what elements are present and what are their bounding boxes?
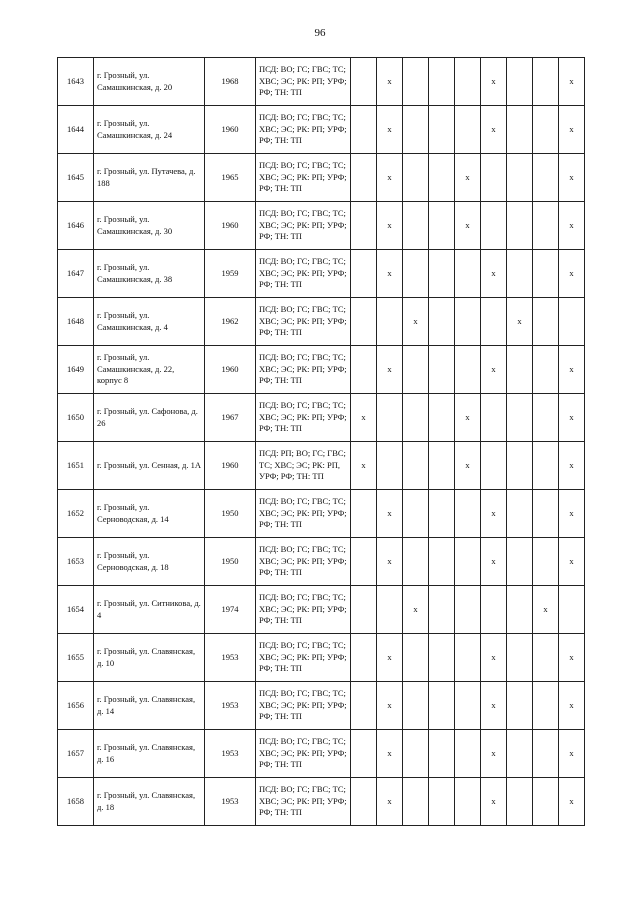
mark-cell <box>481 202 507 250</box>
mark-cell <box>455 634 481 682</box>
mark-cell <box>403 58 429 106</box>
codes-cell: ПСД: ВО; ГС; ГВС; ТС; ХВС; ЭС; РК: РП; УРФ; РФ; ТН: ТП <box>256 730 351 778</box>
table-row <box>58 586 585 634</box>
codes-cell: ПСД: ВО; ГС; ГВС; ТС; ХВС; ЭС; РК: РП; УРФ; РФ; ТН: ТП <box>256 394 351 442</box>
mark-cell <box>351 298 377 346</box>
table-row <box>58 442 585 490</box>
mark-cell <box>429 346 455 394</box>
mark-cell: x <box>559 442 585 490</box>
mark-cell <box>403 730 429 778</box>
mark-cell <box>533 682 559 730</box>
mark-cell <box>455 298 481 346</box>
mark-cell <box>403 202 429 250</box>
address-cell: г. Грозный, ул. Славянская, д. 18 <box>94 778 205 826</box>
year-cell: 1974 <box>205 586 256 634</box>
mark-cell <box>403 394 429 442</box>
mark-cell <box>455 106 481 154</box>
mark-cell <box>351 106 377 154</box>
codes-cell: ПСД: ВО; ГС; ГВС; ТС; ХВС; ЭС; РК: РП; УРФ; РФ; ТН: ТП <box>256 538 351 586</box>
mark-cell: x <box>559 778 585 826</box>
mark-cell <box>507 106 533 154</box>
address-cell: г. Грозный, ул. Славянская, д. 10 <box>94 634 205 682</box>
address-cell: г. Грозный, ул. Самашкинская, д. 22, корпус 8 <box>94 346 205 394</box>
mark-cell: x <box>377 490 403 538</box>
address-cell: г. Грозный, ул. Самашкинская, д. 30 <box>94 202 205 250</box>
mark-cell <box>533 106 559 154</box>
mark-cell <box>403 538 429 586</box>
mark-cell: x <box>559 202 585 250</box>
row-number: 1646 <box>58 202 94 250</box>
codes-cell: ПСД: ВО; ГС; ГВС; ТС; ХВС; ЭС; РК: РП; УРФ; РФ; ТН: ТП <box>256 58 351 106</box>
mark-cell <box>533 730 559 778</box>
table-row <box>58 394 585 442</box>
mark-cell <box>429 730 455 778</box>
mark-cell <box>351 346 377 394</box>
table-row <box>58 202 585 250</box>
mark-cell <box>351 490 377 538</box>
mark-cell <box>455 490 481 538</box>
address-cell: г. Грозный, ул. Путачева, д. 188 <box>94 154 205 202</box>
row-number: 1643 <box>58 58 94 106</box>
mark-cell <box>351 538 377 586</box>
mark-cell <box>351 730 377 778</box>
mark-cell <box>533 298 559 346</box>
row-number: 1653 <box>58 538 94 586</box>
row-number: 1654 <box>58 586 94 634</box>
table-body <box>58 58 585 826</box>
mark-cell: x <box>559 394 585 442</box>
mark-cell: x <box>377 346 403 394</box>
mark-cell: x <box>481 490 507 538</box>
year-cell: 1965 <box>205 154 256 202</box>
table-row <box>58 778 585 826</box>
table-row <box>58 634 585 682</box>
mark-cell: x <box>377 730 403 778</box>
mark-cell <box>429 58 455 106</box>
codes-cell: ПСД: ВО; ГС; ГВС; ТС; ХВС; ЭС; РК: РП; УРФ; РФ; ТН: ТП <box>256 154 351 202</box>
codes-cell: ПСД: ВО; ГС; ГВС; ТС; ХВС; ЭС; РК: РП; УРФ; РФ; ТН: ТП <box>256 682 351 730</box>
year-cell: 1962 <box>205 298 256 346</box>
year-cell: 1953 <box>205 634 256 682</box>
codes-cell: ПСД: РП; ВО; ГС; ГВС; ТС; ХВС; ЭС; РК: РП, УРФ; РФ; ТН: ТП <box>256 442 351 490</box>
mark-cell <box>533 346 559 394</box>
mark-cell <box>351 154 377 202</box>
row-number: 1658 <box>58 778 94 826</box>
codes-cell: ПСД: ВО; ГС; ГВС; ТС; ХВС; ЭС; РК: РП; УРФ; РФ; ТН: ТП <box>256 250 351 298</box>
year-cell: 1953 <box>205 730 256 778</box>
mark-cell: x <box>377 106 403 154</box>
address-cell: г. Грозный, ул. Сенная, д. 1А <box>94 442 205 490</box>
mark-cell: x <box>559 490 585 538</box>
mark-cell <box>429 250 455 298</box>
mark-cell <box>455 346 481 394</box>
mark-cell <box>403 154 429 202</box>
mark-cell <box>507 730 533 778</box>
mark-cell <box>403 442 429 490</box>
mark-cell <box>351 250 377 298</box>
table-row <box>58 58 585 106</box>
table-row <box>58 682 585 730</box>
mark-cell <box>481 394 507 442</box>
year-cell: 1959 <box>205 250 256 298</box>
mark-cell <box>507 250 533 298</box>
mark-cell: x <box>559 538 585 586</box>
mark-cell <box>429 154 455 202</box>
mark-cell <box>377 442 403 490</box>
address-cell: г. Грозный, ул. Славянская, д. 14 <box>94 682 205 730</box>
mark-cell <box>403 490 429 538</box>
mark-cell <box>533 490 559 538</box>
year-cell: 1960 <box>205 346 256 394</box>
mark-cell <box>533 538 559 586</box>
mark-cell: x <box>481 346 507 394</box>
address-cell: г. Грозный, ул. Серноводская, д. 14 <box>94 490 205 538</box>
year-cell: 1960 <box>205 106 256 154</box>
mark-cell <box>429 634 455 682</box>
table-row <box>58 346 585 394</box>
year-cell: 1953 <box>205 682 256 730</box>
mark-cell <box>351 202 377 250</box>
mark-cell: x <box>559 106 585 154</box>
address-cell: г. Грозный, ул. Ситникова, д. 4 <box>94 586 205 634</box>
mark-cell <box>403 682 429 730</box>
mark-cell: x <box>481 730 507 778</box>
table-row <box>58 298 585 346</box>
mark-cell: x <box>377 634 403 682</box>
row-number: 1651 <box>58 442 94 490</box>
mark-cell <box>377 394 403 442</box>
table-row <box>58 154 585 202</box>
mark-cell <box>351 778 377 826</box>
year-cell: 1953 <box>205 778 256 826</box>
building-registry-table <box>57 57 585 826</box>
codes-cell: ПСД: ВО; ГС; ГВС; ТС; ХВС; ЭС; РК: РП; УРФ; РФ; ТН: ТП <box>256 346 351 394</box>
mark-cell <box>403 250 429 298</box>
mark-cell: x <box>403 298 429 346</box>
row-number: 1648 <box>58 298 94 346</box>
mark-cell: x <box>507 298 533 346</box>
mark-cell <box>429 442 455 490</box>
codes-cell: ПСД: ВО; ГС; ГВС; ТС; ХВС; ЭС; РК: РП; УРФ; РФ; ТН: ТП <box>256 298 351 346</box>
mark-cell <box>507 154 533 202</box>
mark-cell: x <box>559 730 585 778</box>
mark-cell <box>507 682 533 730</box>
row-number: 1657 <box>58 730 94 778</box>
row-number: 1655 <box>58 634 94 682</box>
row-number: 1650 <box>58 394 94 442</box>
mark-cell <box>351 586 377 634</box>
mark-cell <box>533 154 559 202</box>
mark-cell <box>507 346 533 394</box>
year-cell: 1960 <box>205 442 256 490</box>
mark-cell <box>351 682 377 730</box>
mark-cell <box>507 202 533 250</box>
mark-cell <box>481 442 507 490</box>
mark-cell <box>429 202 455 250</box>
year-cell: 1960 <box>205 202 256 250</box>
codes-cell: ПСД: ВО; ГС; ГВС; ТС; ХВС; ЭС; РК: РП; УРФ; РФ; ТН: ТП <box>256 490 351 538</box>
mark-cell <box>507 634 533 682</box>
mark-cell <box>533 778 559 826</box>
table-row <box>58 538 585 586</box>
mark-cell <box>507 394 533 442</box>
mark-cell: x <box>481 106 507 154</box>
mark-cell <box>429 106 455 154</box>
mark-cell: x <box>455 154 481 202</box>
mark-cell <box>377 586 403 634</box>
mark-cell: x <box>481 778 507 826</box>
address-cell: г. Грозный, ул. Серноводская, д. 18 <box>94 538 205 586</box>
mark-cell <box>403 778 429 826</box>
mark-cell: x <box>351 394 377 442</box>
page-number: 96 <box>314 27 326 39</box>
mark-cell: x <box>559 634 585 682</box>
mark-cell <box>455 682 481 730</box>
mark-cell: x <box>351 442 377 490</box>
mark-cell: x <box>455 394 481 442</box>
row-number: 1644 <box>58 106 94 154</box>
codes-cell: ПСД: ВО; ГС; ГВС; ТС; ХВС; ЭС; РК: РП; УРФ; РФ; ТН: ТП <box>256 586 351 634</box>
mark-cell: x <box>377 682 403 730</box>
mark-cell <box>481 154 507 202</box>
mark-cell <box>507 58 533 106</box>
mark-cell <box>351 58 377 106</box>
mark-cell <box>533 634 559 682</box>
mark-cell: x <box>377 202 403 250</box>
mark-cell: x <box>481 538 507 586</box>
mark-cell: x <box>533 586 559 634</box>
mark-cell <box>507 538 533 586</box>
mark-cell <box>455 586 481 634</box>
address-cell: г. Грозный, ул. Самашкинская, д. 4 <box>94 298 205 346</box>
address-cell: г. Грозный, ул. Сафонова, д. 26 <box>94 394 205 442</box>
mark-cell <box>429 538 455 586</box>
mark-cell <box>429 394 455 442</box>
mark-cell <box>403 634 429 682</box>
mark-cell: x <box>481 250 507 298</box>
row-number: 1652 <box>58 490 94 538</box>
mark-cell <box>559 586 585 634</box>
mark-cell <box>533 442 559 490</box>
mark-cell <box>351 634 377 682</box>
mark-cell <box>507 490 533 538</box>
mark-cell <box>455 538 481 586</box>
year-cell: 1950 <box>205 490 256 538</box>
mark-cell: x <box>481 634 507 682</box>
address-cell: г. Грозный, ул. Самашкинская, д. 24 <box>94 106 205 154</box>
mark-cell: x <box>377 250 403 298</box>
codes-cell: ПСД: ВО; ГС; ГВС; ТС; ХВС; ЭС; РК: РП; УРФ; РФ; ТН: ТП <box>256 106 351 154</box>
address-cell: г. Грозный, ул. Самашкинская, д. 38 <box>94 250 205 298</box>
mark-cell: x <box>481 58 507 106</box>
mark-cell: x <box>403 586 429 634</box>
mark-cell <box>455 250 481 298</box>
mark-cell <box>403 106 429 154</box>
mark-cell: x <box>559 58 585 106</box>
mark-cell <box>533 202 559 250</box>
year-cell: 1968 <box>205 58 256 106</box>
mark-cell: x <box>559 682 585 730</box>
mark-cell <box>507 778 533 826</box>
mark-cell <box>481 298 507 346</box>
mark-cell <box>429 490 455 538</box>
mark-cell <box>429 586 455 634</box>
mark-cell: x <box>377 58 403 106</box>
mark-cell <box>455 58 481 106</box>
codes-cell: ПСД: ВО; ГС; ГВС; ТС; ХВС; ЭС; РК: РП; УРФ; РФ; ТН: ТП <box>256 634 351 682</box>
mark-cell: x <box>559 154 585 202</box>
mark-cell <box>429 682 455 730</box>
codes-cell: ПСД: ВО; ГС; ГВС; ТС; ХВС; ЭС; РК: РП; УРФ; РФ; ТН: ТП <box>256 778 351 826</box>
mark-cell: x <box>559 346 585 394</box>
address-cell: г. Грозный, ул. Славянская, д. 16 <box>94 730 205 778</box>
mark-cell <box>507 586 533 634</box>
mark-cell <box>403 346 429 394</box>
mark-cell: x <box>559 250 585 298</box>
mark-cell: x <box>377 154 403 202</box>
table-row <box>58 730 585 778</box>
mark-cell: x <box>455 202 481 250</box>
table-row <box>58 490 585 538</box>
mark-cell <box>455 778 481 826</box>
mark-cell <box>533 394 559 442</box>
mark-cell <box>533 58 559 106</box>
row-number: 1656 <box>58 682 94 730</box>
row-number: 1649 <box>58 346 94 394</box>
table-row <box>58 250 585 298</box>
address-cell: г. Грозный, ул. Самашкинская, д. 20 <box>94 58 205 106</box>
mark-cell <box>429 778 455 826</box>
mark-cell <box>377 298 403 346</box>
mark-cell: x <box>455 442 481 490</box>
mark-cell <box>429 298 455 346</box>
mark-cell <box>559 298 585 346</box>
mark-cell <box>507 442 533 490</box>
row-number: 1647 <box>58 250 94 298</box>
mark-cell: x <box>377 538 403 586</box>
mark-cell <box>481 586 507 634</box>
table-row <box>58 106 585 154</box>
year-cell: 1950 <box>205 538 256 586</box>
year-cell: 1967 <box>205 394 256 442</box>
row-number: 1645 <box>58 154 94 202</box>
mark-cell: x <box>377 778 403 826</box>
mark-cell: x <box>481 682 507 730</box>
mark-cell <box>533 250 559 298</box>
mark-cell <box>455 730 481 778</box>
codes-cell: ПСД: ВО; ГС; ГВС; ТС; ХВС; ЭС; РК: РП; УРФ; РФ; ТН: ТП <box>256 202 351 250</box>
